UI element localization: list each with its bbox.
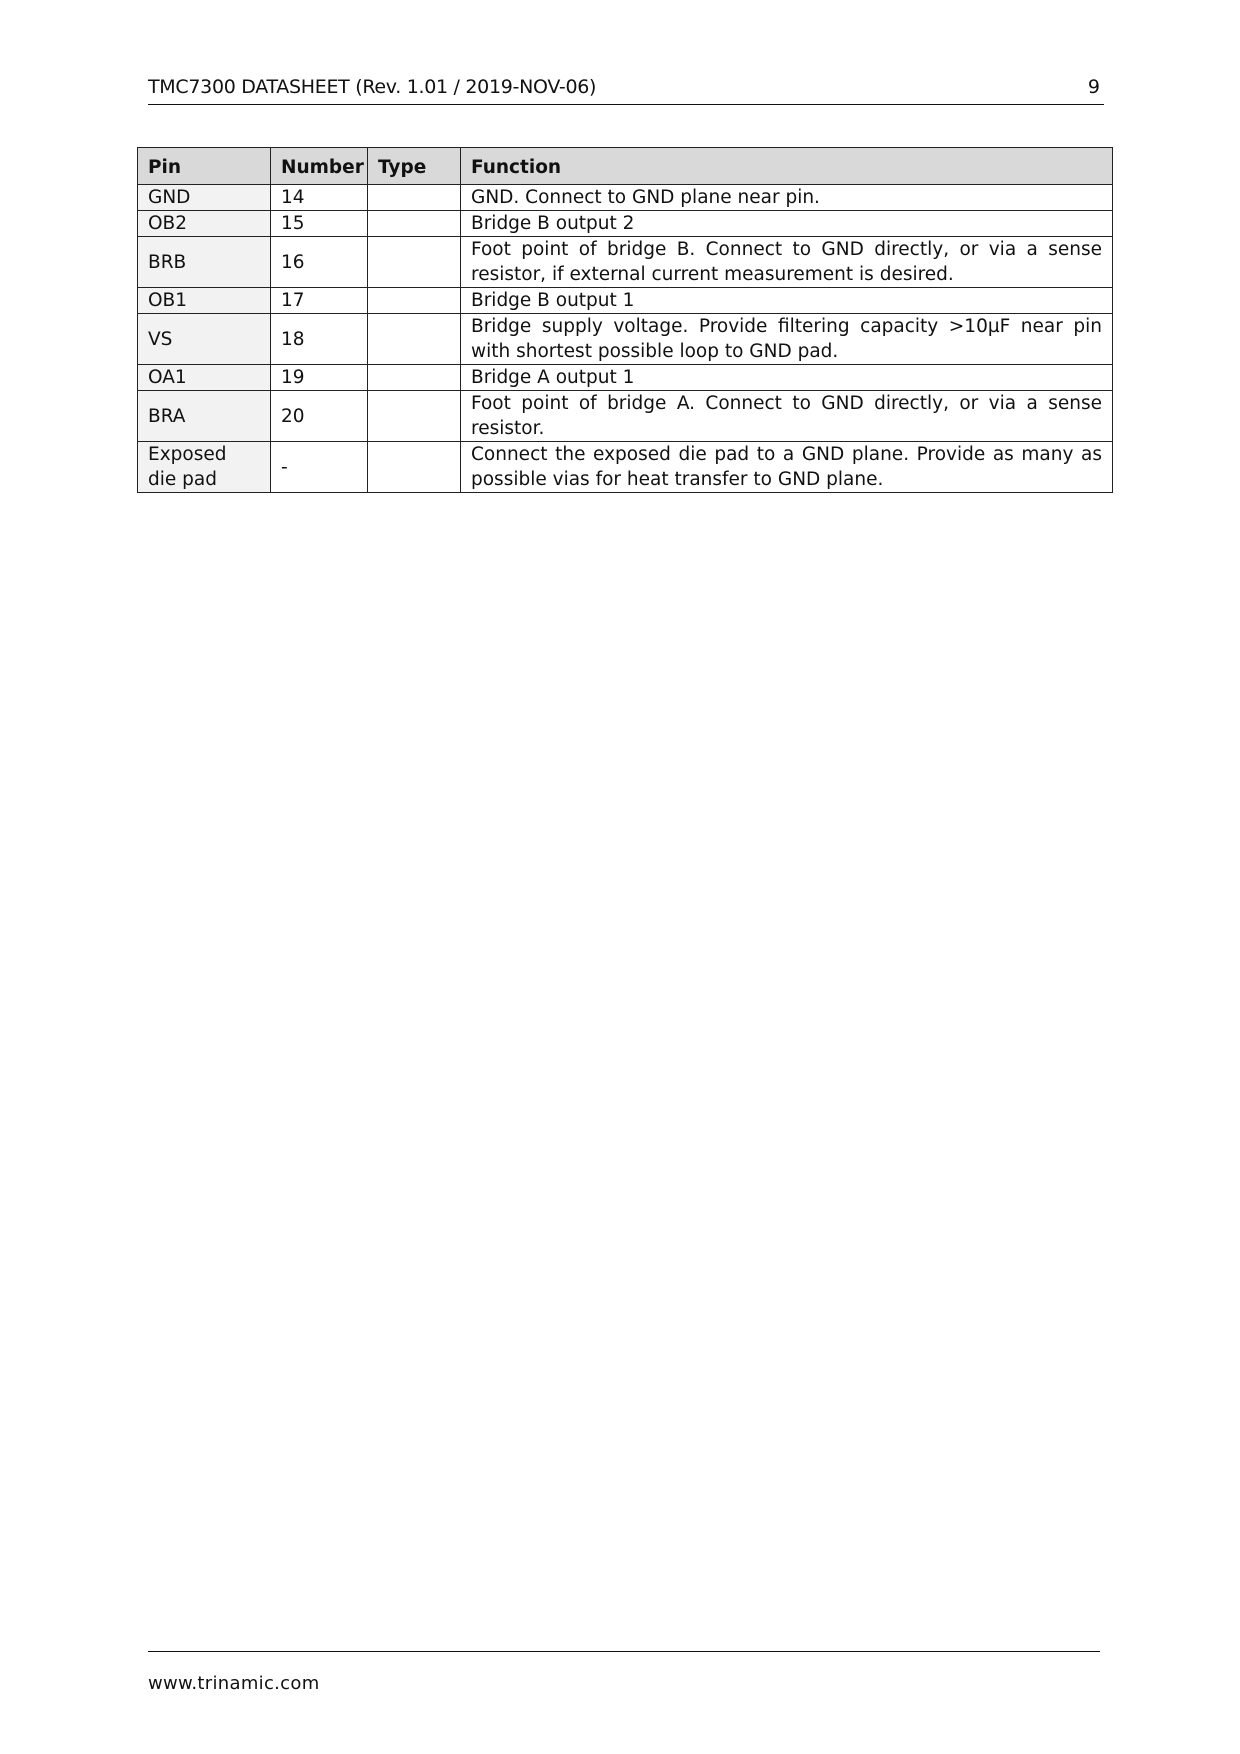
footer-website-link[interactable]: www.trinamic.com [148, 1673, 320, 1694]
pin-name-cell: GND [138, 185, 271, 211]
pin-type-cell [368, 442, 461, 493]
page-number: 9 [1087, 76, 1100, 98]
pin-type-cell [368, 391, 461, 442]
pin-function-cell: Bridge B output 2 [461, 211, 1113, 237]
table-row [138, 185, 1113, 211]
column-header-function: Function [461, 148, 1113, 185]
pin-function-cell: Bridge A output 1 [461, 365, 1113, 391]
column-header-number: Number [271, 148, 368, 185]
document-title: TMC7300 DATASHEET (Rev. 1.01 / 2019-NOV-06) [148, 76, 597, 98]
pin-type-cell [368, 314, 461, 365]
pin-name-cell: OB1 [138, 288, 271, 314]
pin-name-cell: OB2 [138, 211, 271, 237]
pin-function-cell: Bridge supply voltage. Provide filtering capacity >10µF near pin with shortest possible loop to GND pad. [461, 314, 1113, 365]
pin-type-cell [368, 365, 461, 391]
pin-number-cell: 19 [271, 365, 368, 391]
pin-function-table [137, 147, 1113, 493]
page-header [148, 74, 1104, 105]
page-footer [148, 1651, 1100, 1694]
pin-number-cell: - [271, 442, 368, 493]
pin-type-cell [368, 288, 461, 314]
column-header-pin: Pin [138, 148, 271, 185]
table-row [138, 288, 1113, 314]
pin-number-cell: 15 [271, 211, 368, 237]
column-header-type: Type [368, 148, 461, 185]
pin-number-cell: 16 [271, 237, 368, 288]
pin-number-cell: 17 [271, 288, 368, 314]
pin-function-cell: Foot point of bridge B. Connect to GND directly, or via a sense resistor, if external current measurement is desired. [461, 237, 1113, 288]
pin-name-cell: BRA [138, 391, 271, 442]
pin-type-cell [368, 185, 461, 211]
pin-function-cell: GND. Connect to GND plane near pin. [461, 185, 1113, 211]
pin-function-cell: Foot point of bridge A. Connect to GND directly, or via a sense resistor. [461, 391, 1113, 442]
table-row [138, 391, 1113, 442]
table-row [138, 211, 1113, 237]
pin-type-cell [368, 237, 461, 288]
table-header-row [138, 148, 1113, 185]
table-row [138, 442, 1113, 493]
pin-name-cell: OA1 [138, 365, 271, 391]
table-row [138, 237, 1113, 288]
table-row [138, 365, 1113, 391]
pin-type-cell [368, 211, 461, 237]
pin-function-cell: Bridge B output 1 [461, 288, 1113, 314]
table-row [138, 314, 1113, 365]
pin-name-cell: BRB [138, 237, 271, 288]
pin-function-cell: Connect the exposed die pad to a GND plane. Provide as many as possible vias for heat transfer to GND plane. [461, 442, 1113, 493]
pin-number-cell: 18 [271, 314, 368, 365]
pin-number-cell: 14 [271, 185, 368, 211]
pin-number-cell: 20 [271, 391, 368, 442]
pin-name-cell: Exposed die pad [138, 442, 271, 493]
pin-name-cell: VS [138, 314, 271, 365]
